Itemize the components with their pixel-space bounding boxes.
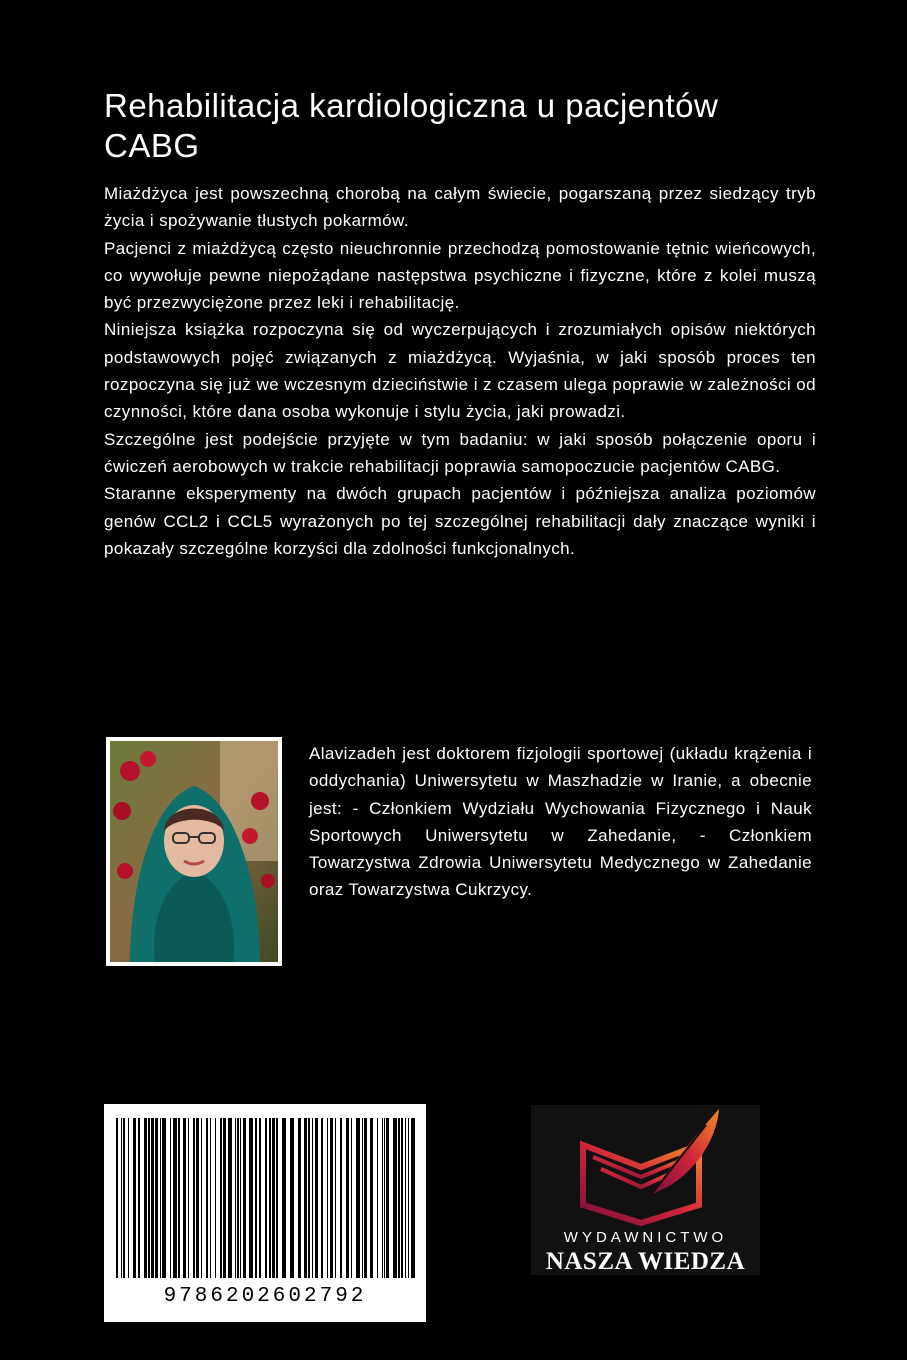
barcode-bar	[243, 1118, 246, 1278]
description-paragraph: Niniejsza książka rozpoczyna się od wyczerpujących i zrozumiałych opisów niektórych podstawowych pojęć związanych z miażdżycą. Wyjaśnia, w jaki sposób proces ten rozpoczyna się już we wczesnym dzieciństwie i z czasem ulega poprawie w zależności od czynności, które dana osoba wykonuje i stylu życia, jaki prowadzi.	[104, 320, 816, 422]
barcode-bar	[183, 1118, 186, 1278]
barcode-bar	[362, 1118, 363, 1278]
barcode-bar	[255, 1118, 257, 1278]
barcode-bar	[259, 1118, 261, 1278]
barcode-bar	[162, 1118, 166, 1278]
barcode-bar	[408, 1118, 409, 1278]
author-portrait-illustration	[110, 741, 278, 962]
barcode-bar	[308, 1118, 310, 1278]
barcode-bar	[393, 1118, 397, 1278]
description-paragraph: Pacjenci z miażdżycą często nieuchronnie przechodzą pomostowanie tętnic wieńcowych, co wywołuje pewne niepożądane następstwa psychiczne i fizyczne, które z kolei muszą być przezwyciężone przez leki i rehabilitację.	[104, 238, 816, 313]
book-title: Rehabilitacja kardiologiczna u pacjentów CABG	[104, 87, 719, 164]
barcode-bar	[223, 1118, 226, 1278]
barcode-bar	[116, 1118, 118, 1278]
barcode-bar	[356, 1118, 360, 1278]
author-bio: Alavizadeh jest doktorem fizjologii sportowej (układu krążenia i oddychania) Uniwersytetu w Maszhadzie w Iranie, a obecnie jest: - Członkiem Wydziału Wychowania Fizycznego i Nauk Sportowych Uniwersytetu w Zahedanie, - Członkiem Towarzystwa Zdrowia Uniwersytetu Medycznego w Zahedanie oraz Towarzystwa Cukrzycy.	[309, 744, 812, 900]
barcode-bar	[128, 1118, 129, 1278]
barcode-bar	[290, 1118, 294, 1278]
barcode-bar	[272, 1118, 275, 1278]
barcode-bar	[327, 1118, 328, 1278]
barcode-bar	[206, 1118, 208, 1278]
barcode-bar	[188, 1118, 189, 1278]
publisher-logo	[531, 1105, 760, 1275]
barcode-bar	[133, 1118, 136, 1278]
barcode-bar	[170, 1118, 171, 1278]
barcode-bar	[340, 1118, 342, 1278]
description-paragraph: Staranne eksperymenty na dwóch grupach pacjentów i późniejsza analiza poziomów genów CCL2 i CCL5 wyrażonych po tej szczególnej rehabilitacji dały znaczące wyniki i pokazały szczególne korzyści dla zdolności funkcjonalnych.	[104, 484, 816, 558]
barcode-bar	[282, 1118, 286, 1278]
barcode-bar	[321, 1118, 323, 1278]
publisher-label: WYDAWNICTWO	[563, 1229, 728, 1246]
barcode-bar	[210, 1118, 211, 1278]
description-paragraph: Szczególne jest podejście przyjęte w tym badaniu: w jaki sposób połączenie oporu i ćwiczeń aerobowych w trakcie rehabilitacji poprawia samopoczucie pacjentów CABG.	[104, 429, 816, 476]
barcode-bar	[173, 1118, 177, 1278]
author-photo	[106, 737, 282, 966]
barcode-bar	[304, 1118, 307, 1278]
barcode-bar	[144, 1118, 147, 1278]
barcode-bar	[346, 1118, 349, 1278]
barcode-bar	[121, 1118, 122, 1278]
barcode-bar	[155, 1118, 158, 1278]
barcode-bar	[351, 1118, 352, 1278]
barcode-bar	[276, 1118, 278, 1278]
barcode-bar	[240, 1118, 241, 1278]
barcode-bar	[265, 1118, 267, 1278]
barcode-bar	[123, 1118, 125, 1278]
barcode-bar	[370, 1118, 373, 1278]
barcode-bar	[335, 1118, 336, 1278]
barcode-bar	[235, 1118, 236, 1278]
isbn-barcode	[104, 1104, 426, 1322]
barcode-bar	[330, 1118, 333, 1278]
book-quill-icon	[531, 1105, 760, 1229]
barcode-bar	[215, 1118, 216, 1278]
barcode-bar	[138, 1118, 140, 1278]
barcode-bar	[315, 1118, 318, 1278]
barcode-bar	[196, 1118, 199, 1278]
barcode-bar	[377, 1118, 378, 1278]
description-paragraph: Miażdżyca jest powszechną chorobą na całym świecie, pogarszaną przez siedzący tryb życia i spożywanie tłustych pokarmów.	[104, 184, 816, 231]
barcode-bar	[411, 1118, 415, 1278]
barcode-bar	[401, 1118, 403, 1278]
barcode-bar	[312, 1118, 313, 1278]
barcode-bar	[201, 1118, 202, 1278]
barcode-bar	[382, 1118, 383, 1278]
barcode-bar	[386, 1118, 389, 1278]
barcode-bar	[405, 1118, 406, 1278]
barcode-bar	[148, 1118, 150, 1278]
barcode-bar	[298, 1118, 301, 1278]
barcode-bar	[220, 1118, 222, 1278]
barcode-bar	[237, 1118, 239, 1278]
isbn-number: 9786202602792	[163, 1285, 367, 1308]
publisher-name: NASZA WIEDZA	[545, 1248, 746, 1275]
barcode-bar	[384, 1118, 385, 1278]
barcode-bar	[178, 1118, 180, 1278]
barcode-bar	[193, 1118, 195, 1278]
barcode-bar	[151, 1118, 154, 1278]
barcode-bar	[269, 1118, 271, 1278]
barcode-bar	[160, 1118, 161, 1278]
barcode-bar	[398, 1118, 400, 1278]
book-description	[104, 180, 816, 562]
barcode-bar	[228, 1118, 232, 1278]
barcode-bar	[364, 1118, 367, 1278]
barcode-bar	[249, 1118, 253, 1278]
